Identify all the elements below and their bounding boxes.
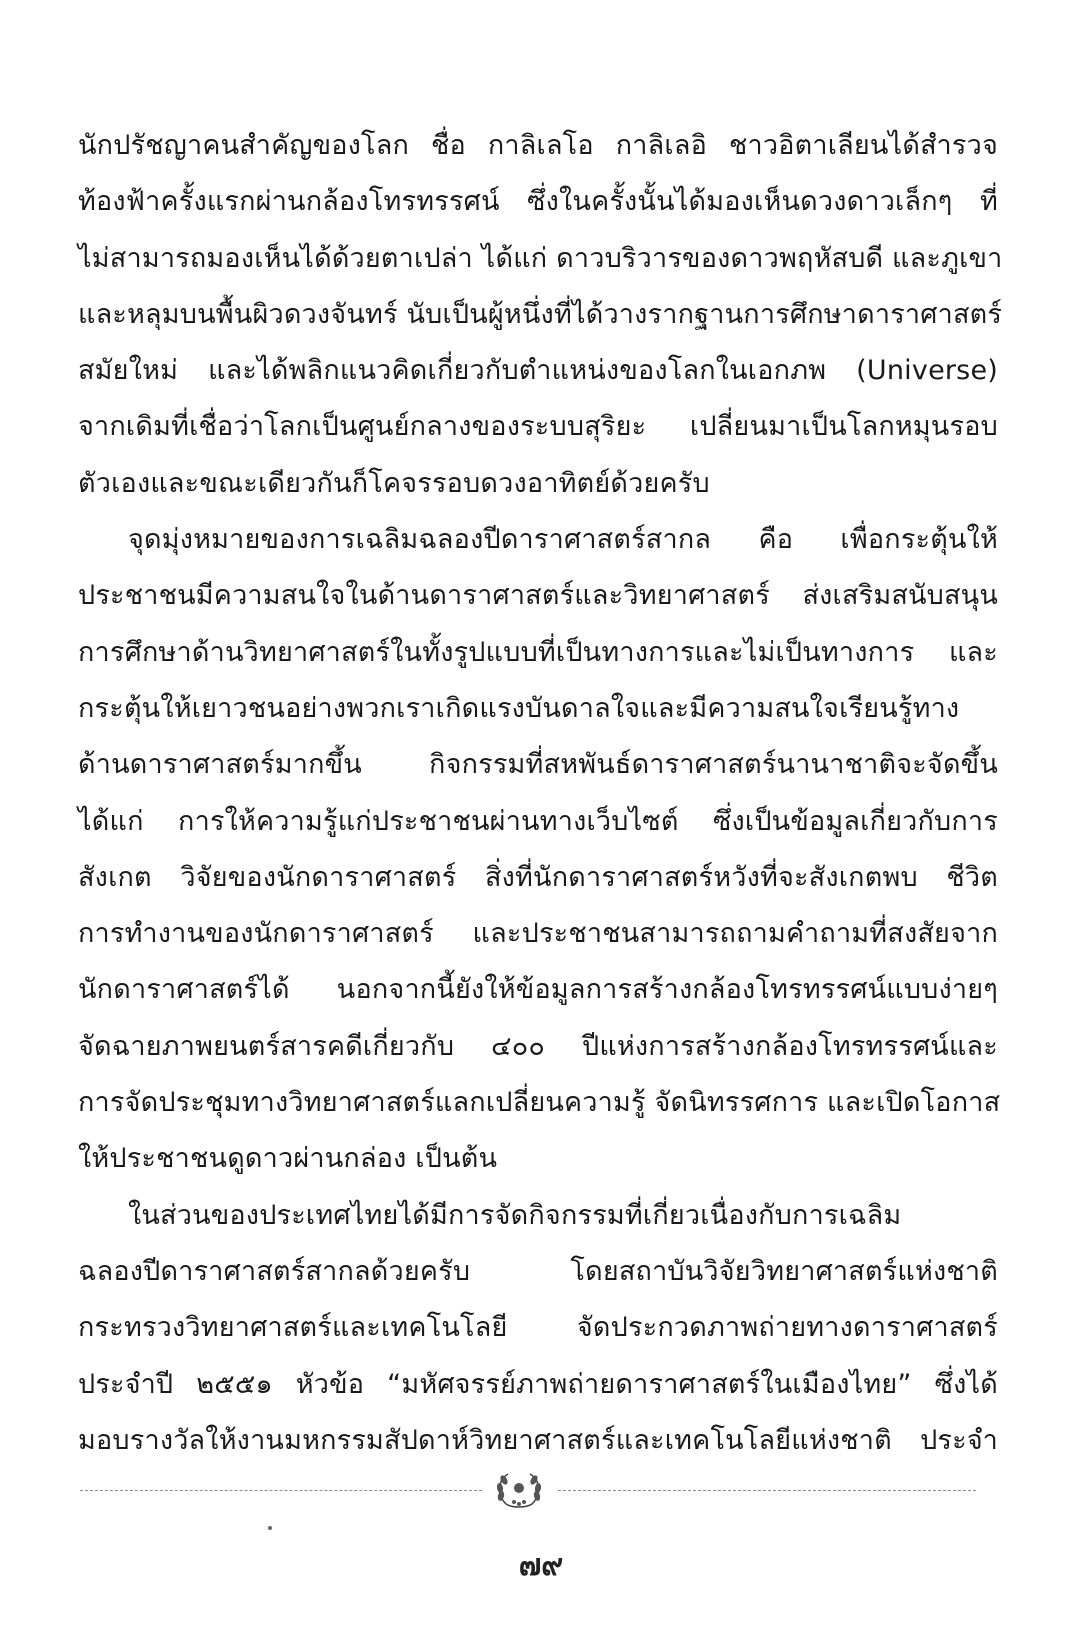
text-line: มอบรางวัลให้งานมหกรรมสัปดาห์วิทยาศาสตร์และเทคโนโลยีแห่งชาติ ประจำ (78, 1424, 998, 1456)
text-line: จากเดิมที่เชื่อว่าโลกเป็นศูนย์กลางของระบบสุริยะ เปลี่ยนมาเป็นโลกหมุนรอบ (78, 411, 998, 443)
text-line: ท้องฟ้าครั้งแรกผ่านกล้องโทรทรรศน์ ซึ่งในครั้งนั้นได้มองเห็นดวงดาวเล็กๆ ที่ (78, 186, 998, 218)
footer-divider-left (80, 1490, 482, 1491)
text-line: นักดาราศาสตร์ได้ นอกจากนี้ยังให้ข้อมูลการสร้างกล้องโทรทรรศน์แบบง่ายๆ (78, 974, 998, 1006)
laurel-ornament-icon (488, 1468, 550, 1514)
text-line: ในส่วนของประเทศไทยได้มีการจัดกิจกรรมที่เกี่ยวเนื่องกับการเฉลิม (128, 1199, 902, 1231)
text-line: ประจำปี ๒๕๕๑ หัวข้อ “มหัศจรรย์ภาพถ่ายดาราศาสตร์ในเมืองไทย” ซึ่งได้ (78, 1368, 998, 1400)
text-line: สมัยใหม่ และได้พลิกแนวคิดเกี่ยวกับตำแหน่งของโลกในเอกภพ (Universe) (78, 355, 998, 387)
paragraph-galileo (78, 118, 1003, 512)
body-text (78, 118, 1003, 1469)
text-line: จุดมุ่งหมายของการเฉลิมฉลองปีดาราศาสตร์สากล คือ เพื่อกระตุ้นให้ (128, 524, 998, 556)
text-line: สังเกต วิจัยของนักดาราศาสตร์ สิ่งที่นักดาราศาสตร์หวังที่จะสังเกตพบ ชีวิต (78, 861, 998, 893)
text-line: ตัวเองและขณะเดียวกันก็โคจรรอบดวงอาทิตย์ด้วยครับ (78, 467, 710, 499)
text-line: การจัดประชุมทางวิทยาศาสตร์แลกเปลี่ยนความรู้ จัดนิทรรศการ และเปิดโอกาส (78, 1087, 1001, 1119)
footer-divider-right (558, 1490, 976, 1491)
text-line: ประชาชนมีความสนใจในด้านดาราศาสตร์และวิทยาศาสตร์ ส่งเสริมสนับสนุน (78, 580, 998, 612)
text-line: และหลุมบนพื้นผิวดวงจันทร์ นับเป็นผู้หนึ่งที่ได้วางรากฐานการศึกษาดาราศาสตร์ (78, 298, 1003, 330)
print-speck (268, 1526, 272, 1530)
text-line: ให้ประชาชนดูดาวผ่านกล่อง เป็นต้น (78, 1143, 498, 1175)
text-line: ได้แก่ การให้ความรู้แก่ประชาชนผ่านทางเว็บไซต์ ซึ่งเป็นข้อมูลเกี่ยวกับการ (78, 805, 998, 837)
text-line: กระทรวงวิทยาศาสตร์และเทคโนโลยี จัดประกวดภาพถ่ายทางดาราศาสตร์ (78, 1312, 998, 1344)
text-line: การศึกษาด้านวิทยาศาสตร์ในทั้งรูปแบบที่เป็นทางการและไม่เป็นทางการ และ (78, 636, 998, 668)
text-line: กระตุ้นให้เยาวชนอย่างพวกเราเกิดแรงบันดาลใจและมีความสนใจเรียนรู้ทาง (78, 692, 960, 724)
text-line: การทำงานของนักดาราศาสตร์ และประชาชนสามารถถามคำถามที่สงสัยจาก (78, 918, 998, 950)
page-number: ๗๙ (518, 1548, 564, 1583)
text-line: ไม่สามารถมองเห็นได้ด้วยตาเปล่า ได้แก่ ดาวบริวารของดาวพฤหัสบดี และภูเขา (78, 242, 1003, 274)
paragraph-objectives (78, 512, 1001, 1188)
text-line: ฉลองปีดาราศาสตร์สากลด้วยครับ โดยสถาบันวิจัยวิทยาศาสตร์แห่งชาติ (78, 1255, 998, 1287)
text-line: ด้านดาราศาสตร์มากขึ้น กิจกรรมที่สหพันธ์ดาราศาสตร์นานาชาติจะจัดขึ้น (78, 749, 998, 781)
text-line: จัดฉายภาพยนตร์สารคดีเกี่ยวกับ ๔๐๐ ปีแห่งการสร้างกล้องโทรทรรศน์และ (78, 1030, 998, 1062)
paragraph-thailand (78, 1188, 998, 1469)
text-line: นักปรัชญาคนสำคัญของโลก ชื่อ กาลิเลโอ กาลิเลอิ ชาวอิตาเลียนได้สำรวจ (78, 130, 998, 161)
